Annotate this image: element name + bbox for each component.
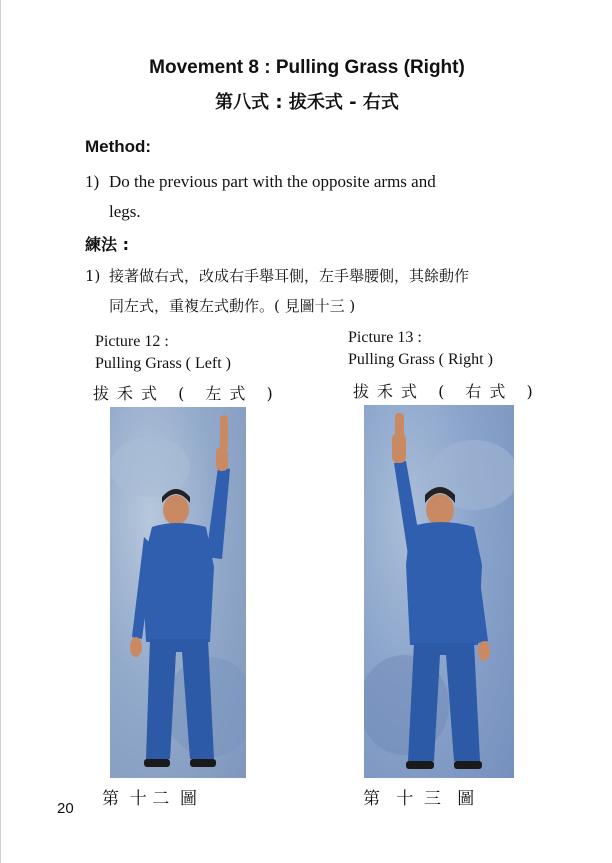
picture-12-title: Pulling Grass ( Left ) bbox=[95, 355, 231, 372]
method-step-1-chinese bbox=[85, 261, 535, 321]
method-step-1 bbox=[85, 167, 535, 227]
person-right-arm-raised-icon bbox=[364, 405, 514, 778]
step-text-line-1: Do the previous part with the opposite arms and bbox=[109, 172, 436, 191]
picture-13-label: Picture 13 : bbox=[348, 329, 422, 346]
method-heading: Method: bbox=[85, 137, 152, 156]
picture-12-figure-label: 第 十 二 圖 bbox=[102, 789, 198, 809]
picture-12-title-chinese: 拔禾式 ( 左式 ) bbox=[93, 384, 281, 403]
step-text-line-2: 同左式，重複左式動作。( 見圖十三 ) bbox=[109, 297, 356, 315]
page-title-chinese: 第八式 : 拔禾式 - 右式 bbox=[215, 92, 399, 113]
step-number: 1) bbox=[85, 267, 101, 285]
picture-12-photo bbox=[110, 407, 246, 778]
step-number: 1) bbox=[85, 172, 100, 191]
page-title: Movement 8 : Pulling Grass (Right) bbox=[149, 57, 465, 78]
page-number: 20 bbox=[57, 800, 74, 817]
picture-13-title-chinese: 拔禾式 ( 右式 ) bbox=[353, 382, 541, 401]
picture-13-caption bbox=[348, 327, 493, 371]
step-text-line-1: 接著做右式，改成右手舉耳側，左手舉腰側，其餘動作 bbox=[109, 267, 470, 285]
method-heading-chinese: 練法 : bbox=[85, 235, 129, 254]
picture-12-caption bbox=[95, 331, 231, 375]
step-text-line-2: legs. bbox=[109, 202, 141, 221]
picture-13-title: Pulling Grass ( Right ) bbox=[348, 351, 493, 368]
picture-13-figure-label: 第 十 三 圖 bbox=[363, 789, 475, 809]
picture-12-label: Picture 12 : bbox=[95, 333, 169, 350]
picture-13-photo bbox=[364, 405, 514, 778]
person-left-arm-raised-icon bbox=[110, 407, 246, 778]
